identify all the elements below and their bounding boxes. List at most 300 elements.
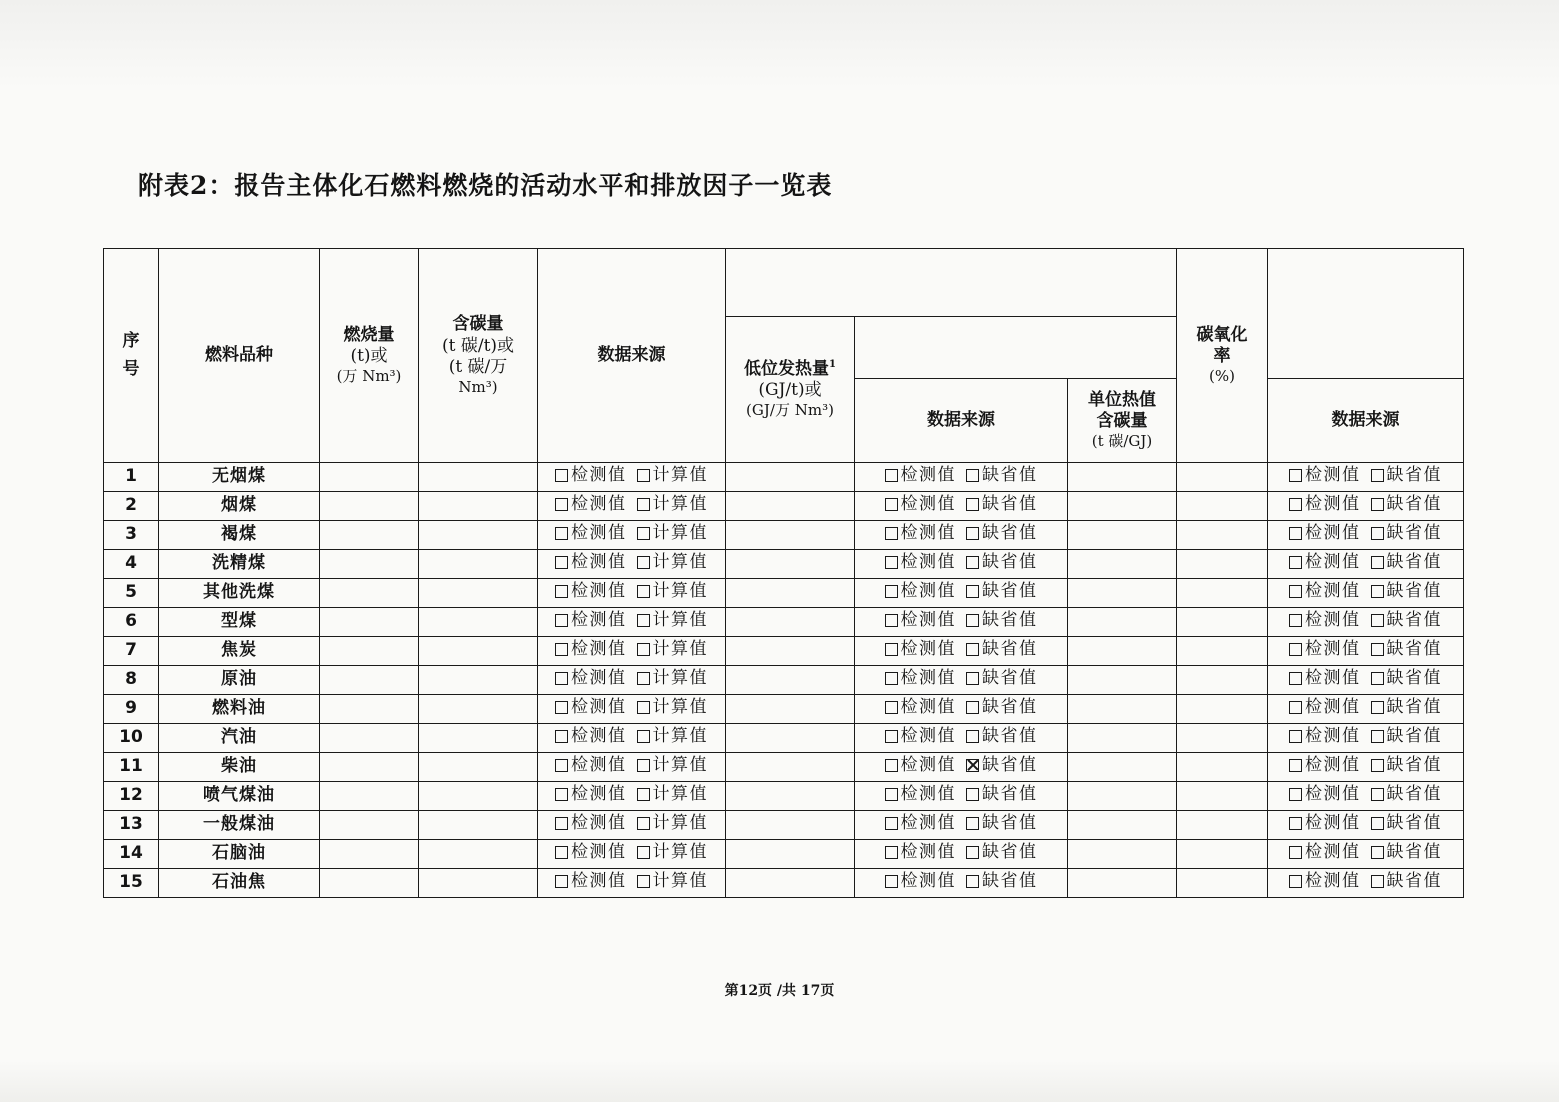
ox-measured-checkbox[interactable] (1289, 494, 1361, 515)
carbon-content-cell[interactable] (419, 724, 538, 753)
measured-box[interactable] (555, 469, 568, 482)
calculated-box[interactable] (637, 875, 650, 888)
ox-default-checkbox[interactable] (1371, 610, 1443, 631)
measured-checkbox[interactable] (555, 871, 627, 892)
burn-amount-cell[interactable] (320, 579, 419, 608)
ncv-measured-checkbox[interactable] (885, 494, 957, 515)
ncv-measured-box[interactable] (885, 643, 898, 656)
calculated-box[interactable] (637, 730, 650, 743)
oxidation-rate-cell[interactable] (1177, 782, 1268, 811)
ncv-default-checkbox[interactable] (966, 465, 1038, 486)
burn-amount-cell[interactable] (320, 550, 419, 579)
calculated-checkbox[interactable] (637, 610, 709, 631)
measured-checkbox[interactable] (555, 784, 627, 805)
carbon-content-cell[interactable] (419, 782, 538, 811)
ncv-cell[interactable] (726, 869, 855, 898)
burn-amount-cell[interactable] (320, 637, 419, 666)
measured-label: 检测值 (571, 581, 627, 602)
header-ncv (726, 317, 855, 463)
ox-measured-checkbox[interactable] (1289, 813, 1361, 834)
ox-default-checkbox[interactable] (1371, 581, 1443, 602)
calculated-checkbox[interactable] (637, 813, 709, 834)
ox-measured-checkbox[interactable] (1289, 581, 1361, 602)
ncv-default-box[interactable] (966, 614, 979, 627)
ncv-measured-checkbox[interactable] (885, 465, 957, 486)
ox-default-checkbox[interactable] (1371, 842, 1443, 863)
calculated-box[interactable] (637, 846, 650, 859)
burn-amount-cell[interactable] (320, 869, 419, 898)
ncv-default-checkbox[interactable] (966, 755, 1038, 776)
ox-measured-checkbox[interactable] (1289, 842, 1361, 863)
measured-box[interactable] (555, 672, 568, 685)
calculated-checkbox[interactable] (637, 639, 709, 660)
calculated-checkbox[interactable] (637, 581, 709, 602)
burn-amount-cell[interactable] (320, 724, 419, 753)
carbon-content-cell[interactable] (419, 550, 538, 579)
ncv-default-checkbox[interactable] (966, 871, 1038, 892)
ncv-superscript: 1 (829, 358, 836, 370)
oxidation-data-source-cell (1268, 753, 1464, 782)
ox-default-checkbox[interactable] (1371, 639, 1443, 660)
ox-default-checkbox[interactable] (1371, 813, 1443, 834)
burn-amount-cell[interactable] (320, 811, 419, 840)
page-number: 第12页 /共 17页 (724, 983, 835, 999)
ncv-default-checkbox[interactable] (966, 697, 1038, 718)
oxidation-rate-cell[interactable] (1177, 521, 1268, 550)
measured-box[interactable] (555, 556, 568, 569)
ncv-measured-checkbox[interactable] (885, 668, 957, 689)
table-row (104, 753, 1464, 782)
unit-carbon-cell[interactable] (1068, 666, 1177, 695)
ncv-measured-checkbox[interactable] (885, 813, 957, 834)
ncv-measured-box[interactable] (885, 846, 898, 859)
ox-default-checkbox[interactable] (1371, 697, 1443, 718)
burn-amount-cell[interactable] (320, 492, 419, 521)
burn-amount-cell[interactable] (320, 840, 419, 869)
measured-checkbox[interactable] (555, 581, 627, 602)
oxidation-rate-cell[interactable] (1177, 608, 1268, 637)
ox-default-checkbox[interactable] (1371, 726, 1443, 747)
ncv-default-box[interactable] (966, 498, 979, 511)
carbon-content-cell[interactable] (419, 579, 538, 608)
ncv-default-checkbox[interactable] (966, 610, 1038, 631)
header-unit-carbon (1068, 379, 1177, 463)
ox-measured-box[interactable] (1289, 556, 1302, 569)
ox-measured-box[interactable] (1289, 875, 1302, 888)
ncv-default-box[interactable] (966, 556, 979, 569)
ncv-measured-checkbox[interactable] (885, 523, 957, 544)
burn-amount-cell[interactable] (320, 521, 419, 550)
ncv-cell[interactable] (726, 724, 855, 753)
unit-carbon-cell[interactable] (1068, 492, 1177, 521)
row-fuel-type: 燃料油 (159, 695, 320, 724)
oxidation-rate-cell[interactable] (1177, 550, 1268, 579)
calculated-box[interactable] (637, 701, 650, 714)
carbon-content-cell[interactable] (419, 840, 538, 869)
calculated-box[interactable] (637, 585, 650, 598)
ncv-cell[interactable] (726, 463, 855, 492)
measured-checkbox[interactable] (555, 755, 627, 776)
measured-box[interactable] (555, 527, 568, 540)
ox-default-box[interactable] (1371, 875, 1384, 888)
calculated-checkbox[interactable] (637, 552, 709, 573)
ox-default-box[interactable] (1371, 527, 1384, 540)
calculated-box[interactable] (637, 614, 650, 627)
ox-default-box[interactable] (1371, 469, 1384, 482)
calculated-box[interactable] (637, 759, 650, 772)
ox-default-box[interactable] (1371, 788, 1384, 801)
oxidation-data-source-cell (1268, 608, 1464, 637)
ncv-measured-checkbox[interactable] (885, 842, 957, 863)
unit-carbon-cell[interactable] (1068, 869, 1177, 898)
burn-amount-cell[interactable] (320, 463, 419, 492)
calculated-checkbox[interactable] (637, 871, 709, 892)
unit-carbon-cell[interactable] (1068, 840, 1177, 869)
oxidation-rate-cell[interactable] (1177, 666, 1268, 695)
unit-carbon-cell[interactable] (1068, 579, 1177, 608)
ncv-measured-label: 检测值 (900, 523, 956, 544)
ox-default-checkbox[interactable] (1371, 494, 1443, 515)
ox-measured-checkbox[interactable] (1289, 465, 1361, 486)
measured-checkbox[interactable] (555, 552, 627, 573)
measured-checkbox[interactable] (555, 668, 627, 689)
measured-box[interactable] (555, 730, 568, 743)
ox-measured-box[interactable] (1289, 585, 1302, 598)
ncv-measured-box[interactable] (885, 817, 898, 830)
ncv-cell[interactable] (726, 753, 855, 782)
row-fuel-type: 一般煤油 (159, 811, 320, 840)
ox-measured-label: 检测值 (1305, 581, 1361, 602)
ox-default-checkbox[interactable] (1371, 668, 1443, 689)
measured-box[interactable] (555, 614, 568, 627)
calculated-checkbox[interactable] (637, 726, 709, 747)
carbon-content-cell[interactable] (419, 492, 538, 521)
measured-checkbox[interactable] (555, 465, 627, 486)
ncv-measured-checkbox[interactable] (885, 755, 957, 776)
ncv-default-checkbox[interactable] (966, 523, 1038, 544)
unit-carbon-cell[interactable] (1068, 521, 1177, 550)
ncv-measured-checkbox[interactable] (885, 784, 957, 805)
ox-measured-box[interactable] (1289, 846, 1302, 859)
ox-default-box[interactable] (1371, 730, 1384, 743)
ox-measured-label: 检测值 (1305, 552, 1361, 573)
ncv-default-box[interactable] (966, 759, 979, 772)
oxidation-rate-cell[interactable] (1177, 753, 1268, 782)
measured-box[interactable] (555, 817, 568, 830)
calculated-box[interactable] (637, 672, 650, 685)
unit-carbon-cell[interactable] (1068, 608, 1177, 637)
burn-amount-cell[interactable] (320, 753, 419, 782)
calculated-checkbox[interactable] (637, 523, 709, 544)
ncv-measured-box[interactable] (885, 614, 898, 627)
unit-carbon-line2: 含碳量 (1096, 411, 1148, 432)
ncv-measured-label: 检测值 (900, 813, 956, 834)
ox-measured-checkbox[interactable] (1289, 871, 1361, 892)
measured-checkbox[interactable] (555, 726, 627, 747)
ncv-default-box[interactable] (966, 846, 979, 859)
oxidation-rate-cell[interactable] (1177, 637, 1268, 666)
ox-measured-label: 检测值 (1305, 697, 1361, 718)
ox-measured-box[interactable] (1289, 469, 1302, 482)
unit-carbon-cell[interactable] (1068, 724, 1177, 753)
unit-carbon-cell[interactable] (1068, 695, 1177, 724)
calculated-checkbox[interactable] (637, 465, 709, 486)
ncv-line1 (726, 359, 854, 380)
ncv-default-checkbox[interactable] (966, 639, 1038, 660)
ox-measured-box[interactable] (1289, 527, 1302, 540)
ox-measured-box[interactable] (1289, 498, 1302, 511)
ox-default-checkbox[interactable] (1371, 784, 1443, 805)
ox-default-box[interactable] (1371, 817, 1384, 830)
ncv-default-checkbox[interactable] (966, 813, 1038, 834)
ncv-measured-box[interactable] (885, 585, 898, 598)
measured-checkbox[interactable] (555, 697, 627, 718)
calculated-checkbox[interactable] (637, 784, 709, 805)
measured-box[interactable] (555, 498, 568, 511)
ncv-default-box[interactable] (966, 585, 979, 598)
oxidation-data-source-cell (1268, 550, 1464, 579)
oxidation-rate-cell[interactable] (1177, 840, 1268, 869)
ncv-measured-box[interactable] (885, 527, 898, 540)
measured-checkbox[interactable] (555, 523, 627, 544)
ncv-measured-checkbox[interactable] (885, 610, 957, 631)
ncv-default-box[interactable] (966, 788, 979, 801)
measured-box[interactable] (555, 759, 568, 772)
ox-default-label: 缺省值 (1386, 494, 1443, 515)
burn-amount-cell[interactable] (320, 666, 419, 695)
ncv-measured-checkbox[interactable] (885, 726, 957, 747)
ox-default-label: 缺省值 (1386, 813, 1443, 834)
ncv-default-label: 缺省值 (982, 494, 1038, 515)
carbon-content-cell[interactable] (419, 869, 538, 898)
row-fuel-type: 喷气煤油 (159, 782, 320, 811)
ox-measured-box[interactable] (1289, 672, 1302, 685)
header-fuel-type: 燃料品种 (159, 249, 320, 463)
ncv-default-box[interactable] (966, 527, 979, 540)
calculated-box[interactable] (637, 556, 650, 569)
ox-measured-box[interactable] (1289, 701, 1302, 714)
ncv-default-checkbox[interactable] (966, 668, 1038, 689)
ox-measured-box[interactable] (1289, 817, 1302, 830)
ncv-measured-label: 检测值 (900, 842, 956, 863)
ncv-measured-box[interactable] (885, 672, 898, 685)
unit-carbon-cell[interactable] (1068, 753, 1177, 782)
ox-measured-box[interactable] (1289, 614, 1302, 627)
carbon-content-cell[interactable] (419, 666, 538, 695)
ncv-cell[interactable] (726, 492, 855, 521)
ncv-measured-box[interactable] (885, 875, 898, 888)
measured-checkbox[interactable] (555, 639, 627, 660)
carbon-content-cell[interactable] (419, 637, 538, 666)
burn-amount-cell[interactable] (320, 608, 419, 637)
carbon-content-line1: 含碳量 (452, 314, 504, 335)
table-row (104, 811, 1464, 840)
data-source-cell (538, 492, 726, 521)
unit-carbon-cell[interactable] (1068, 550, 1177, 579)
ox-measured-box[interactable] (1289, 759, 1302, 772)
ox-default-checkbox[interactable] (1371, 755, 1443, 776)
ncv-measured-checkbox[interactable] (885, 581, 957, 602)
ox-default-checkbox[interactable] (1371, 523, 1443, 544)
ox-measured-checkbox[interactable] (1289, 610, 1361, 631)
ox-measured-checkbox[interactable] (1289, 523, 1361, 544)
ox-default-box[interactable] (1371, 556, 1384, 569)
oxidation-rate-cell[interactable] (1177, 724, 1268, 753)
ncv-default-box[interactable] (966, 817, 979, 830)
ox-measured-checkbox[interactable] (1289, 639, 1361, 660)
ncv-data-source-cell (855, 811, 1068, 840)
unit-carbon-cell[interactable] (1068, 637, 1177, 666)
ncv-default-checkbox[interactable] (966, 726, 1038, 747)
ox-measured-box[interactable] (1289, 643, 1302, 656)
ncv-measured-box[interactable] (885, 730, 898, 743)
ox-default-box[interactable] (1371, 614, 1384, 627)
calculated-box[interactable] (637, 643, 650, 656)
ncv-measured-box[interactable] (885, 556, 898, 569)
carbon-content-cell[interactable] (419, 521, 538, 550)
ncv-measured-box[interactable] (885, 759, 898, 772)
ncv-cell[interactable] (726, 666, 855, 695)
oxidation-rate-cell[interactable] (1177, 463, 1268, 492)
ox-default-label: 缺省值 (1386, 581, 1443, 602)
ncv-measured-box[interactable] (885, 788, 898, 801)
ncv-cell[interactable] (726, 579, 855, 608)
ncv-cell[interactable] (726, 811, 855, 840)
ox-default-checkbox[interactable] (1371, 552, 1443, 573)
ox-default-box[interactable] (1371, 498, 1384, 511)
unit-carbon-line1: 单位热值 (1088, 389, 1156, 410)
ox-default-box[interactable] (1371, 672, 1384, 685)
ncv-cell[interactable] (726, 782, 855, 811)
ncv-default-checkbox[interactable] (966, 784, 1038, 805)
unit-carbon-cell[interactable] (1068, 811, 1177, 840)
ncv-measured-box[interactable] (885, 469, 898, 482)
ox-measured-box[interactable] (1289, 788, 1302, 801)
calculated-checkbox[interactable] (637, 697, 709, 718)
oxidation-rate-cell[interactable] (1177, 811, 1268, 840)
ncv-cell[interactable] (726, 695, 855, 724)
ncv-measured-checkbox[interactable] (885, 552, 957, 573)
measured-box[interactable] (555, 788, 568, 801)
measured-label: 检测值 (571, 552, 627, 573)
calculated-label: 计算值 (652, 755, 708, 776)
ncv-measured-box[interactable] (885, 498, 898, 511)
ncv-default-box[interactable] (966, 701, 979, 714)
ncv-default-box[interactable] (966, 672, 979, 685)
ox-measured-checkbox[interactable] (1289, 755, 1361, 776)
ncv-default-box[interactable] (966, 643, 979, 656)
carbon-content-cell[interactable] (419, 753, 538, 782)
ncv-cell[interactable] (726, 550, 855, 579)
measured-checkbox[interactable] (555, 610, 627, 631)
oxidation-data-source-cell (1268, 463, 1464, 492)
ncv-measured-checkbox[interactable] (885, 639, 957, 660)
ncv-default-checkbox[interactable] (966, 842, 1038, 863)
calculated-checkbox[interactable] (637, 755, 709, 776)
calculated-checkbox[interactable] (637, 668, 709, 689)
calculated-box[interactable] (637, 469, 650, 482)
oxidation-rate-cell[interactable] (1177, 492, 1268, 521)
ox-measured-checkbox[interactable] (1289, 726, 1361, 747)
table-row (104, 840, 1464, 869)
ncv-default-checkbox[interactable] (966, 581, 1038, 602)
ncv-default-box[interactable] (966, 875, 979, 888)
measured-box[interactable] (555, 846, 568, 859)
carbon-content-cell[interactable] (419, 463, 538, 492)
ncv-data-source-cell (855, 724, 1068, 753)
oxidation-rate-cell[interactable] (1177, 579, 1268, 608)
ox-default-box[interactable] (1371, 585, 1384, 598)
ncv-cell[interactable] (726, 840, 855, 869)
burn-amount-cell[interactable] (320, 695, 419, 724)
burn-amount-cell[interactable] (320, 782, 419, 811)
measured-box[interactable] (555, 643, 568, 656)
row-fuel-type: 无烟煤 (159, 463, 320, 492)
ox-default-checkbox[interactable] (1371, 871, 1443, 892)
calculated-box[interactable] (637, 817, 650, 830)
row-seq: 8 (104, 666, 159, 695)
oxidation-rate-cell[interactable] (1177, 695, 1268, 724)
unit-carbon-cell[interactable] (1068, 782, 1177, 811)
ox-measured-checkbox[interactable] (1289, 784, 1361, 805)
ncv-measured-checkbox[interactable] (885, 871, 957, 892)
ox-default-box[interactable] (1371, 701, 1384, 714)
oxidation-data-source-cell (1268, 811, 1464, 840)
ox-default-box[interactable] (1371, 759, 1384, 772)
calculated-checkbox[interactable] (637, 494, 709, 515)
ncv-line2: (GJ/t)或 (758, 380, 822, 401)
ox-default-box[interactable] (1371, 643, 1384, 656)
ox-measured-checkbox[interactable] (1289, 668, 1361, 689)
measured-checkbox[interactable] (555, 842, 627, 863)
ncv-default-box[interactable] (966, 730, 979, 743)
ncv-measured-box[interactable] (885, 701, 898, 714)
measured-checkbox[interactable] (555, 813, 627, 834)
measured-label: 检测值 (571, 668, 627, 689)
measured-box[interactable] (555, 875, 568, 888)
measured-box[interactable] (555, 701, 568, 714)
ox-default-checkbox[interactable] (1371, 465, 1443, 486)
oxidation-rate-cell[interactable] (1177, 869, 1268, 898)
ncv-cell[interactable] (726, 608, 855, 637)
ox-measured-checkbox[interactable] (1289, 552, 1361, 573)
calculated-box[interactable] (637, 527, 650, 540)
ox-default-box[interactable] (1371, 846, 1384, 859)
ox-measured-label: 检测值 (1305, 726, 1361, 747)
measured-checkbox[interactable] (555, 494, 627, 515)
carbon-content-cell[interactable] (419, 811, 538, 840)
ncv-cell[interactable] (726, 521, 855, 550)
ncv-cell[interactable] (726, 637, 855, 666)
calculated-box[interactable] (637, 498, 650, 511)
ncv-default-checkbox[interactable] (966, 552, 1038, 573)
ox-measured-checkbox[interactable] (1289, 697, 1361, 718)
calculated-checkbox[interactable] (637, 842, 709, 863)
ncv-line3: (GJ/万 Nm³) (746, 401, 834, 420)
row-fuel-type: 其他洗煤 (159, 579, 320, 608)
ncv-default-box[interactable] (966, 469, 979, 482)
table-row (104, 782, 1464, 811)
ncv-measured-checkbox[interactable] (885, 697, 957, 718)
ncv-default-checkbox[interactable] (966, 494, 1038, 515)
measured-box[interactable] (555, 585, 568, 598)
carbon-content-cell[interactable] (419, 695, 538, 724)
calculated-box[interactable] (637, 788, 650, 801)
carbon-content-cell[interactable] (419, 608, 538, 637)
ox-default-label: 缺省值 (1386, 610, 1443, 631)
unit-carbon-cell[interactable] (1068, 463, 1177, 492)
ox-measured-box[interactable] (1289, 730, 1302, 743)
